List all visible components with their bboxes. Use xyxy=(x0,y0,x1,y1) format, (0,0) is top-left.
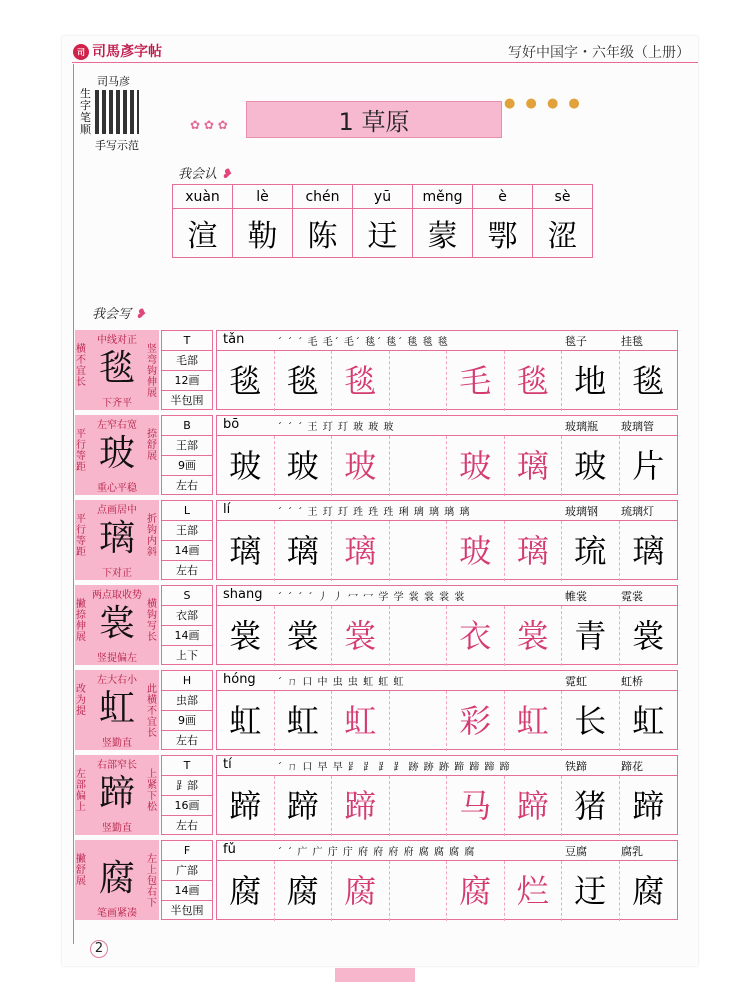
stroke-count: 14画 xyxy=(162,626,212,646)
tip-top: 右部窄长 xyxy=(97,760,137,771)
practice-cell[interactable]: 毯 xyxy=(505,351,563,411)
tip-top: 两点取收势 xyxy=(92,590,142,601)
practice-cell[interactable]: 玻 xyxy=(447,521,505,581)
word-1: 霓虹 xyxy=(565,675,587,688)
word-2: 蹄花 xyxy=(621,760,643,773)
read-pinyin: lè xyxy=(233,185,293,209)
tip-left: 左部偏上 xyxy=(76,769,86,813)
word-1: 豆腐 xyxy=(565,845,587,858)
tip-left: 改为提 xyxy=(76,684,86,717)
practice-cell[interactable] xyxy=(390,691,448,751)
tip-top: 中线对正 xyxy=(97,335,137,346)
read-label-text: 我会认 xyxy=(178,167,218,182)
read-character: 陈 xyxy=(293,209,353,258)
char-info xyxy=(161,840,213,920)
pinyin-line xyxy=(217,756,677,776)
practice-cells xyxy=(217,606,677,666)
tip-bottom: 重心平稳 xyxy=(97,483,137,494)
tip-top: 左大右小 xyxy=(97,675,137,686)
char-pinyin: lí xyxy=(223,502,231,517)
practice-grid xyxy=(216,500,678,580)
word-1: 毯子 xyxy=(565,335,587,348)
tip-bottom: 下对正 xyxy=(102,568,132,579)
tip-right: 捺舒展 xyxy=(147,429,157,462)
practice-cell[interactable]: 玻 xyxy=(217,436,275,496)
practice-cell[interactable]: 腐 xyxy=(632,872,665,910)
practice-cell[interactable]: 裳 xyxy=(275,606,333,666)
read-character: 勒 xyxy=(233,209,293,258)
practice-cell[interactable]: 腐 xyxy=(332,861,390,921)
footer-band xyxy=(335,968,415,982)
tip-right: 此横不宜长 xyxy=(147,684,157,739)
practice-cell[interactable] xyxy=(390,606,448,666)
practice-cell[interactable]: 迂 xyxy=(562,861,620,921)
main-character: 腐 xyxy=(98,858,135,899)
practice-cell[interactable]: 裳 xyxy=(632,617,665,655)
tip-right: 折钩内斜 xyxy=(147,514,157,558)
structure: 左右 xyxy=(176,734,198,747)
tip-left: 平行等距 xyxy=(76,514,86,558)
practice-cell[interactable]: 腐 xyxy=(217,861,275,921)
header-rule xyxy=(72,62,698,63)
radical: 王部 xyxy=(162,521,212,541)
initial-letter: B xyxy=(162,416,212,436)
word-2: 玻璃管 xyxy=(621,420,654,433)
char-box xyxy=(75,755,159,835)
bird-icon: ❥ xyxy=(135,307,146,322)
tip-bottom: 竖提偏左 xyxy=(97,653,137,664)
stroke-order: ˊ ㄇ 口 早 早 ⻊ ⻊ ⻊ ⻊ 跡 跡 跡 蹄 蹄 蹄 蹄 xyxy=(277,762,511,773)
tip-bottom: 竖勤直 xyxy=(102,823,132,834)
read-character: 渲 xyxy=(173,209,233,258)
tip-left: 平行等距 xyxy=(76,429,86,473)
practice-cell[interactable]: 烂 xyxy=(505,861,563,921)
word-2: 挂毯 xyxy=(621,335,643,348)
tip-left: 撇捺伸展 xyxy=(76,599,86,643)
practice-cell[interactable]: 虹 xyxy=(632,702,665,740)
stroke-count: 14画 xyxy=(162,541,212,561)
practice-cell[interactable] xyxy=(390,436,448,496)
structure: 左右 xyxy=(176,819,198,832)
practice-cell[interactable]: 毛 xyxy=(447,351,505,411)
qr-name: 司马彦 xyxy=(97,75,130,88)
practice-cell[interactable]: 青 xyxy=(562,606,620,666)
write-label-text: 我会写 xyxy=(92,307,132,322)
tip-top: 左窄右宽 xyxy=(97,420,137,431)
structure: 半包围 xyxy=(170,904,204,917)
char-pinyin: tǎn xyxy=(223,332,245,347)
practice-cell[interactable]: 裳 xyxy=(217,606,275,666)
char-pinyin: bō xyxy=(223,417,240,432)
stroke-count: 9画 xyxy=(162,456,212,476)
char-info xyxy=(161,330,213,410)
practice-cell[interactable]: 虹 xyxy=(505,691,563,751)
practice-cell[interactable]: 蹄 xyxy=(632,787,665,825)
stroke-count: 9画 xyxy=(162,711,212,731)
tip-right: 竖弯钩伸展 xyxy=(147,344,157,399)
writing-row xyxy=(75,415,678,500)
write-section-label xyxy=(92,303,146,322)
read-section-label xyxy=(178,163,232,182)
word-2: 腐乳 xyxy=(621,845,643,858)
practice-grid xyxy=(216,330,678,410)
practice-cell[interactable]: 蹄 xyxy=(505,776,563,836)
bird-icon: ❥ xyxy=(221,167,232,182)
word-2: 琉璃灯 xyxy=(621,505,654,518)
char-pinyin: shang xyxy=(223,587,263,602)
radical: 广部 xyxy=(162,861,212,881)
stroke-order: ˊ ˊ 广 广 庁 庁 府 府 府 府 腐 腐 腐 腐 xyxy=(277,847,476,858)
stroke-order: ˊ ㄇ 口 中 虫 虫 虹 虹 虹 xyxy=(277,677,405,688)
read-pinyin: měng xyxy=(413,185,473,209)
qr-side-label: 生字笔顺 xyxy=(80,87,91,136)
char-info xyxy=(161,585,213,665)
char-box xyxy=(75,840,159,920)
practice-cell[interactable]: 玻 xyxy=(447,436,505,496)
read-character: 蒙 xyxy=(413,209,473,258)
practice-cell[interactable] xyxy=(390,861,448,921)
practice-cell[interactable]: 长 xyxy=(562,691,620,751)
practice-cells xyxy=(217,521,677,581)
flower-decoration-icon: ✿ ✿ ✿ xyxy=(190,118,228,132)
tip-right: 左上包右下 xyxy=(147,854,157,909)
read-pinyin: è xyxy=(473,185,533,209)
word-2: 霓裳 xyxy=(621,590,643,603)
main-character: 蹄 xyxy=(98,773,135,814)
lesson-title-text: 1 草原 xyxy=(338,108,410,136)
pinyin-line xyxy=(217,671,677,691)
writing-row xyxy=(75,500,678,585)
brand-name: 司馬彥字帖 xyxy=(92,44,162,60)
practice-cells xyxy=(217,861,677,921)
page-number-text: 2 xyxy=(90,940,108,958)
radical: 王部 xyxy=(162,436,212,456)
brand-logo xyxy=(73,41,162,61)
char-box xyxy=(75,500,159,580)
practice-cells xyxy=(217,776,677,836)
practice-grid xyxy=(216,840,678,920)
practice-cell[interactable]: 琉 xyxy=(562,521,620,581)
practice-cell[interactable]: 腐 xyxy=(275,861,333,921)
practice-cell[interactable]: 蹄 xyxy=(332,776,390,836)
word-2: 虹桥 xyxy=(621,675,643,688)
char-box xyxy=(75,585,159,665)
series-title: 写好中国字・六年级（上册） xyxy=(508,45,690,61)
char-info xyxy=(161,670,213,750)
initial-letter: S xyxy=(162,586,212,606)
char-box xyxy=(75,670,159,750)
main-character: 虹 xyxy=(98,688,135,729)
main-character: 玻 xyxy=(98,433,135,474)
pinyin-line xyxy=(217,501,677,521)
pinyin-line xyxy=(217,331,677,351)
stroke-count: 16画 xyxy=(162,796,212,816)
char-pinyin: hóng xyxy=(223,672,256,687)
char-pinyin: tí xyxy=(223,757,232,772)
practice-cell[interactable]: 马 xyxy=(447,776,505,836)
main-character: 裳 xyxy=(98,603,135,644)
practice-cell[interactable]: 玻 xyxy=(562,436,620,496)
practice-cell[interactable]: 彩 xyxy=(447,691,505,751)
initial-letter: L xyxy=(162,501,212,521)
tip-bottom: 下齐平 xyxy=(102,398,132,409)
practice-cells xyxy=(217,351,677,411)
chick-decoration-icon: ● ● ● ● xyxy=(504,96,583,111)
margin-line xyxy=(73,64,74,944)
practice-cell[interactable]: 裳 xyxy=(505,606,563,666)
read-table xyxy=(172,184,593,258)
practice-cell[interactable]: 毯 xyxy=(632,362,665,400)
structure: 上下 xyxy=(176,649,198,662)
practice-grid xyxy=(216,670,678,750)
structure: 半包围 xyxy=(170,394,204,407)
initial-letter: H xyxy=(162,671,212,691)
read-character: 迂 xyxy=(353,209,413,258)
writing-row xyxy=(75,330,678,415)
practice-cell[interactable]: 裳 xyxy=(332,606,390,666)
char-box xyxy=(75,415,159,495)
char-info xyxy=(161,415,213,495)
word-1: 玻璃瓶 xyxy=(565,420,598,433)
practice-cell[interactable] xyxy=(390,776,448,836)
read-pinyin: yū xyxy=(353,185,413,209)
radical: 虫部 xyxy=(162,691,212,711)
tip-bottom: 笔画紧凑 xyxy=(97,908,137,919)
practice-cell[interactable]: 蹄 xyxy=(217,776,275,836)
practice-cell[interactable]: 腐 xyxy=(447,861,505,921)
practice-cell[interactable]: 璃 xyxy=(275,521,333,581)
pinyin-line xyxy=(217,841,677,861)
writing-row xyxy=(75,585,678,670)
initial-letter: F xyxy=(162,841,212,861)
practice-cells xyxy=(217,436,677,496)
practice-cell[interactable]: 猪 xyxy=(562,776,620,836)
practice-cell[interactable]: 片 xyxy=(632,447,665,485)
practice-cell[interactable]: 璃 xyxy=(217,521,275,581)
stroke-order: ˊ ˊ ˊ 毛 毛ˊ 毛ˊ 毯ˊ 毯ˊ 毯 毯 毯 xyxy=(277,337,449,348)
read-pinyin: xuàn xyxy=(173,185,233,209)
tip-right: 上紧下松 xyxy=(147,769,157,813)
initial-letter: T xyxy=(162,331,212,351)
read-pinyin: chén xyxy=(293,185,353,209)
practice-cell[interactable]: 虹 xyxy=(217,691,275,751)
char-pinyin: fǔ xyxy=(223,842,236,857)
word-1: 玻璃钢 xyxy=(565,505,598,518)
practice-cell[interactable]: 衣 xyxy=(447,606,505,666)
page-number xyxy=(90,940,108,958)
char-info xyxy=(161,500,213,580)
practice-cell[interactable] xyxy=(390,351,448,411)
tip-left: 撇舒展 xyxy=(76,854,86,887)
pinyin-line xyxy=(217,586,677,606)
practice-grid xyxy=(216,415,678,495)
practice-cell[interactable]: 璃 xyxy=(332,521,390,581)
stroke-order: ˊ ˊ ˊ ˊ 丿 丿 冖 冖 学 学 裳 裳 裳 裳 xyxy=(277,592,466,603)
initial-letter: T xyxy=(162,756,212,776)
practice-cell[interactable]: 虹 xyxy=(275,691,333,751)
practice-cell[interactable]: 毯 xyxy=(217,351,275,411)
read-character: 鄂 xyxy=(473,209,533,258)
read-pinyin: sè xyxy=(533,185,593,209)
tip-top: 点画居中 xyxy=(97,505,137,516)
practice-grid xyxy=(216,755,678,835)
lesson-title xyxy=(246,101,502,138)
structure: 左右 xyxy=(176,564,198,577)
practice-cell[interactable]: 毯 xyxy=(275,351,333,411)
practice-cell[interactable]: 蹄 xyxy=(275,776,333,836)
read-character: 涩 xyxy=(533,209,593,258)
writing-row xyxy=(75,840,678,925)
main-character: 璃 xyxy=(98,518,135,559)
practice-grid xyxy=(216,585,678,665)
writing-row xyxy=(75,755,678,840)
logo-icon: 司 xyxy=(73,44,89,60)
word-1: 铁蹄 xyxy=(565,760,587,773)
practice-cell[interactable]: 地 xyxy=(562,351,620,411)
practice-cell[interactable]: 玻 xyxy=(275,436,333,496)
practice-cell[interactable]: 玻 xyxy=(332,436,390,496)
qr-caption: 手写示范 xyxy=(95,139,139,152)
main-character: 毯 xyxy=(98,348,135,389)
practice-cell[interactable]: 虹 xyxy=(332,691,390,751)
char-info xyxy=(161,755,213,835)
stroke-count: 14画 xyxy=(162,881,212,901)
structure: 左右 xyxy=(176,479,198,492)
qr-code-icon[interactable] xyxy=(95,90,139,134)
radical: 毛部 xyxy=(162,351,212,371)
practice-cell[interactable]: 璃 xyxy=(632,532,665,570)
practice-cells xyxy=(217,691,677,751)
stroke-order: ˊ ˊ ˊ 王 玎 玎 珄 珄 珄 琍 璃 璃 璃 璃 xyxy=(277,507,471,518)
pinyin-line xyxy=(217,416,677,436)
practice-cell[interactable] xyxy=(390,521,448,581)
char-box xyxy=(75,330,159,410)
tip-bottom: 竖勤直 xyxy=(102,738,132,749)
practice-cell[interactable]: 璃 xyxy=(505,521,563,581)
word-1: 帷裳 xyxy=(565,590,587,603)
stroke-order: ˊ ˊ ˊ 王 玎 玎 玻 玻 玻 xyxy=(277,422,395,433)
writing-row xyxy=(75,670,678,755)
radical: 衣部 xyxy=(162,606,212,626)
practice-cell[interactable]: 璃 xyxy=(505,436,563,496)
tip-right: 横钩写长 xyxy=(147,599,157,643)
radical: ⻊部 xyxy=(162,776,212,796)
tip-left: 横不宜长 xyxy=(76,344,86,388)
writing-practice-area xyxy=(75,330,678,925)
practice-cell[interactable]: 毯 xyxy=(332,351,390,411)
stroke-count: 12画 xyxy=(162,371,212,391)
